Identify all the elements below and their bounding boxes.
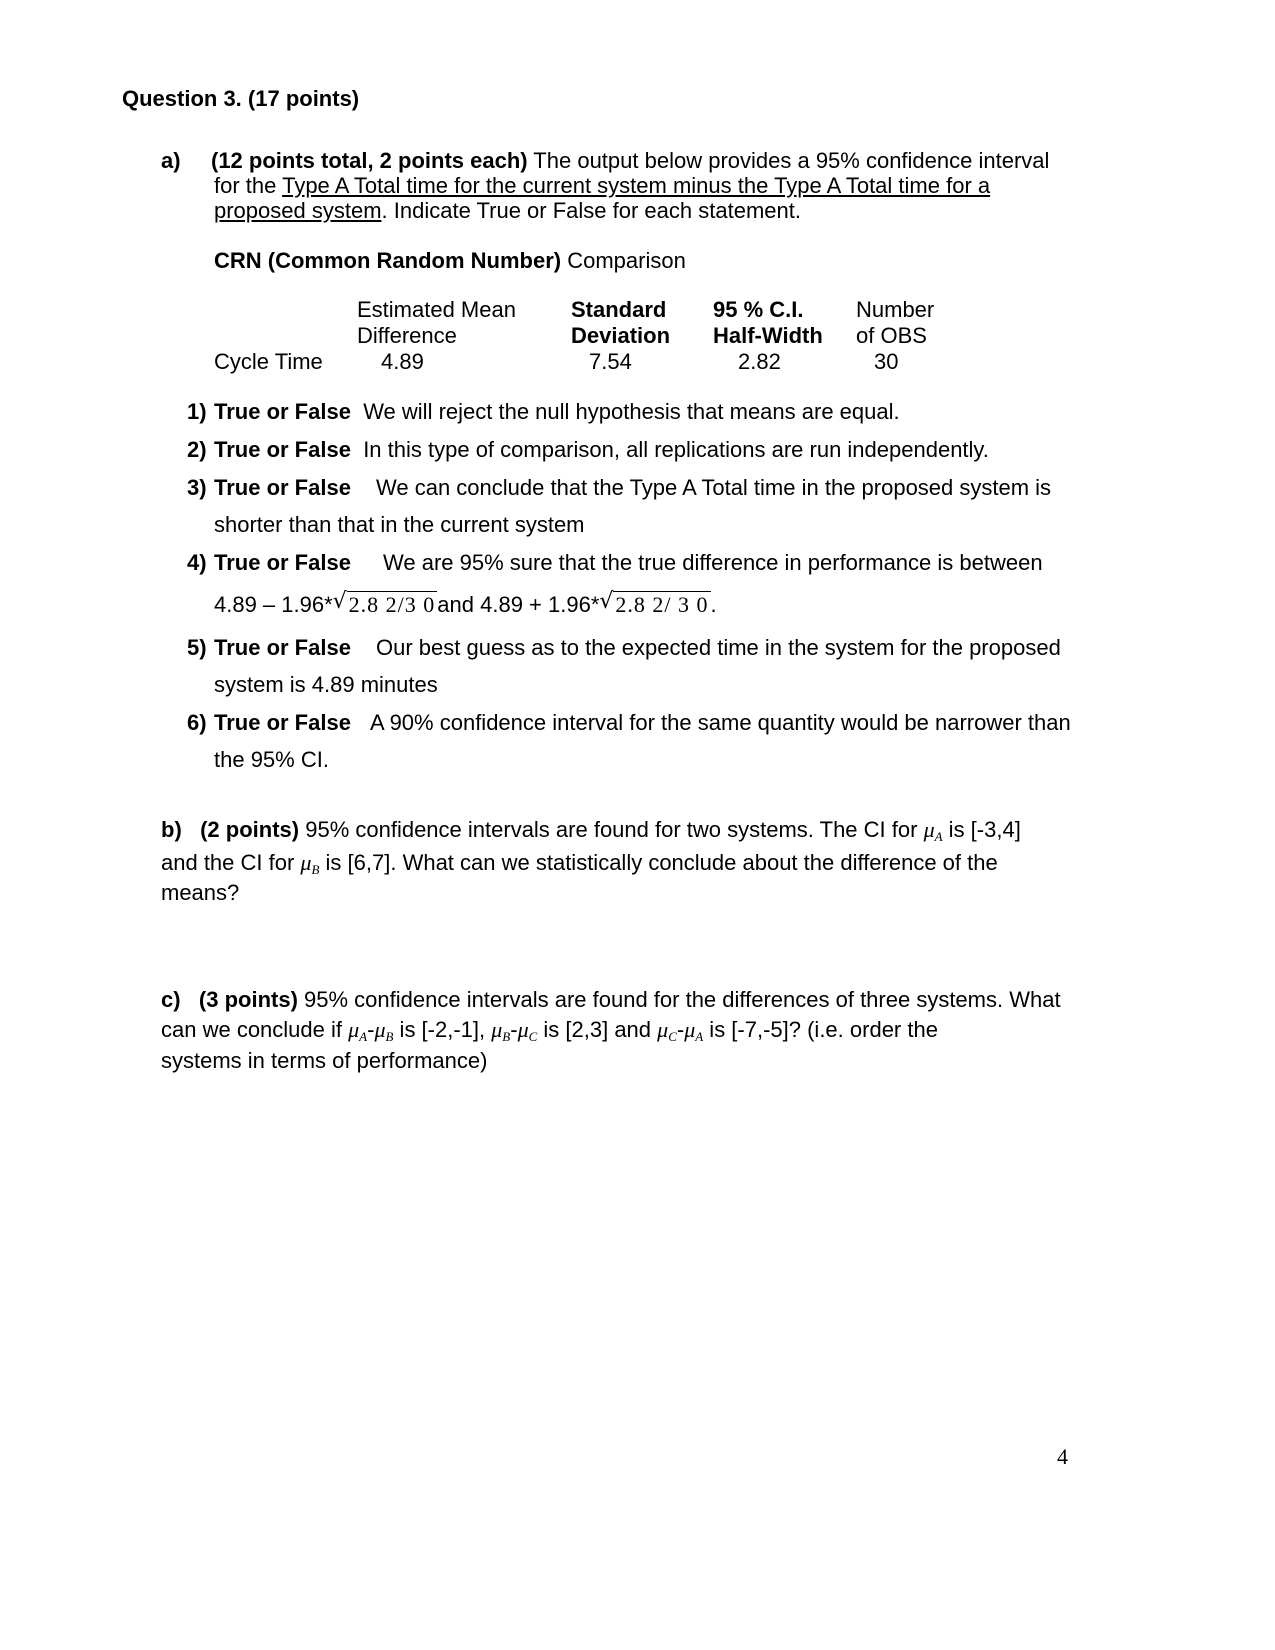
- item-2-number: 2): [187, 437, 207, 462]
- subscript-b: B: [385, 1029, 394, 1044]
- table-col-sd-header-2: Deviation: [571, 323, 671, 348]
- part-c-text-2-pre: can we conclude if: [161, 1017, 349, 1042]
- mu-c-symbol: [657, 1017, 677, 1042]
- mu-a-symbol: [684, 1017, 703, 1042]
- part-c-text-1: 95% confidence intervals are found for the differences of three systems. What: [297, 987, 1061, 1012]
- part-b-line-3: means?: [161, 880, 240, 905]
- table-cell-n: 30: [874, 349, 899, 374]
- part-a-intro-line-3: [214, 198, 801, 224]
- part-a-intro-text: The output below provides a 95% confidence interval: [527, 148, 1050, 173]
- mu-glyph: μ: [684, 1017, 696, 1042]
- sqrt-2: [599, 589, 710, 618]
- part-c-seg-1: is [-2,-1],: [393, 1017, 492, 1042]
- crn-heading-rest: Comparison: [561, 248, 686, 273]
- radical-icon: √: [599, 589, 614, 614]
- item-3-tf: True or False: [214, 475, 351, 500]
- item-5: [214, 635, 351, 661]
- table-col-sd-header: [571, 297, 670, 349]
- part-c-points: (3 points): [198, 987, 298, 1012]
- mu-glyph: μ: [491, 1017, 503, 1042]
- table-cell-sd: 7.54: [589, 349, 632, 374]
- subscript-c: C: [668, 1029, 677, 1044]
- table-col-hw-header: [713, 297, 823, 349]
- formula-left: 4.89 – 1.96*: [214, 592, 333, 617]
- item-6-text: A 90% confidence interval for the same quantity would be narrower than: [370, 710, 1071, 735]
- item-3-text-2: shorter than that in the current system: [214, 512, 585, 537]
- table-col-hw-header-1: 95 % C.I.: [713, 297, 804, 322]
- table-col-hw-header-2: Half-Width: [713, 323, 823, 348]
- part-c-label: c): [161, 987, 181, 1012]
- part-c-seg-2: is [2,3] and: [537, 1017, 658, 1042]
- subscript-a: A: [359, 1029, 368, 1044]
- mu-b-symbol: [374, 1017, 393, 1042]
- item-4-number: 4): [187, 550, 207, 575]
- minus-sign: -: [367, 1017, 375, 1042]
- sqrt-1: [332, 589, 438, 618]
- mu-glyph: μ: [300, 850, 312, 875]
- part-a-intro-3-post: . Indicate True or False for each statement.: [381, 198, 801, 223]
- part-c-line-3: systems in terms of performance): [161, 1048, 488, 1073]
- mu-c-symbol: [518, 1017, 538, 1042]
- crn-heading: [214, 248, 686, 274]
- minus-sign: -: [510, 1017, 518, 1042]
- page-number: 4: [1057, 1444, 1068, 1469]
- part-c-line-1: [161, 987, 1061, 1013]
- mu-glyph: μ: [517, 1017, 529, 1042]
- part-b-text-1-post: is [-3,4]: [942, 817, 1021, 842]
- sqrt-1-radicand: 2.8 2/3 0: [348, 592, 436, 617]
- table-cell-hw: 2.82: [738, 349, 781, 374]
- part-b-line-2: [161, 850, 998, 878]
- part-a-intro-line-1: [211, 148, 1049, 174]
- part-a-intro-2-underlined: Type A Total time for the current system minus the Type A Total time for a: [282, 173, 991, 198]
- part-b-line-1: [161, 817, 1021, 845]
- table-col-mean-header-1: Estimated Mean: [357, 297, 516, 322]
- item-5-text: Our best guess as to the expected time in the system for the proposed: [376, 635, 1061, 660]
- part-a-intro-line-2: [214, 173, 990, 199]
- item-6-text-2: the 95% CI.: [214, 747, 329, 772]
- mu-glyph: μ: [374, 1017, 386, 1042]
- item-1-number: 1): [187, 399, 207, 424]
- part-a-intro-2-pre: for the: [214, 173, 283, 198]
- mu-glyph: μ: [657, 1017, 669, 1042]
- part-a-label: a): [161, 148, 181, 173]
- subscript-c: C: [528, 1029, 538, 1044]
- formula-mid: and 4.89 + 1.96*: [437, 592, 600, 617]
- item-6-tf: True or False: [214, 710, 351, 735]
- item-1: [214, 399, 900, 425]
- mu-b-symbol: [491, 1017, 510, 1042]
- formula-end: .: [710, 592, 717, 617]
- item-5-text-2: system is 4.89 minutes: [214, 672, 438, 697]
- table-col-mean-header-2: Difference: [357, 323, 457, 348]
- subscript-a: A: [934, 829, 943, 844]
- table-cell-mean: 4.89: [381, 349, 424, 374]
- item-5-tf: True or False: [214, 635, 351, 660]
- table-col-mean-header: [357, 297, 516, 349]
- radical-icon: √: [332, 589, 347, 614]
- part-c-seg-3: is [-7,-5]? (i.e. order the: [703, 1017, 938, 1042]
- mu-glyph: μ: [923, 817, 935, 842]
- page-title: Question 3. (17 points): [122, 86, 360, 111]
- sqrt-2-radicand: 2.8 2/ 3 0: [615, 592, 709, 617]
- item-4-formula: [214, 589, 717, 618]
- item-4: [214, 550, 351, 576]
- item-2: [214, 437, 989, 463]
- table-col-n-header: [856, 297, 934, 349]
- item-3-text: We can conclude that the Type A Total time in the proposed system is: [376, 475, 1052, 500]
- item-6-number: 6): [187, 710, 207, 735]
- item-3: [214, 475, 351, 501]
- part-b-label: b): [161, 817, 182, 842]
- mu-b-symbol: [300, 850, 319, 875]
- minus-sign: -: [676, 1017, 685, 1042]
- mu-glyph: μ: [348, 1017, 360, 1042]
- subscript-b: B: [311, 862, 320, 877]
- table-col-sd-header-1: Standard: [571, 297, 667, 322]
- part-a-points: (12 points total, 2 points each): [211, 148, 528, 173]
- part-a-intro-3-underlined: proposed system: [214, 198, 382, 223]
- subscript-b: B: [502, 1029, 511, 1044]
- item-1-tf: True or False: [214, 399, 351, 424]
- item-5-number: 5): [187, 635, 207, 660]
- item-6: [214, 710, 351, 736]
- crn-heading-bold: CRN (Common Random Number): [214, 248, 562, 273]
- mu-a-symbol: [924, 817, 943, 842]
- item-4-text: We are 95% sure that the true difference in performance is between: [383, 550, 1043, 575]
- mu-a-symbol: [348, 1017, 367, 1042]
- item-2-tf: True or False: [214, 437, 351, 462]
- part-b-text-2-pre: and the CI for: [161, 850, 301, 875]
- part-b-text-1: 95% confidence intervals are found for two systems. The CI for: [299, 817, 924, 842]
- item-4-tf: True or False: [214, 550, 351, 575]
- table-row-label: Cycle Time: [214, 349, 323, 374]
- table-col-n-header-2: of OBS: [856, 323, 927, 348]
- item-3-number: 3): [187, 475, 207, 500]
- table-col-n-header-1: Number: [856, 297, 935, 322]
- item-1-text: We will reject the null hypothesis that means are equal.: [363, 399, 900, 424]
- part-b-text-2-post: is [6,7]. What can we statistically conclude about the difference of the: [319, 850, 998, 875]
- part-b-points: (2 points): [200, 817, 300, 842]
- item-2-text: In this type of comparison, all replications are run independently.: [363, 437, 989, 462]
- part-c-line-2: [161, 1017, 938, 1045]
- subscript-a: A: [695, 1029, 704, 1044]
